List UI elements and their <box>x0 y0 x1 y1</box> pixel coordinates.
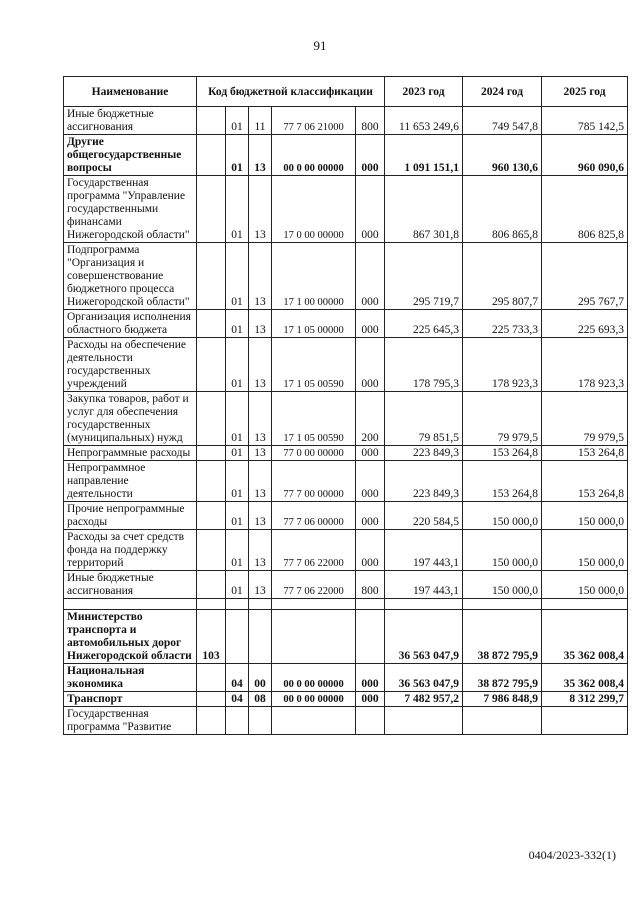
cell-2023 <box>385 599 463 610</box>
budget-table <box>63 76 628 735</box>
cell-2023: 7 482 957,2 <box>385 692 463 707</box>
cell-subsection: 13 <box>249 310 272 338</box>
cell-subsection: 13 <box>249 243 272 310</box>
table-row <box>64 338 628 392</box>
cell-2023: 225 645,3 <box>385 310 463 338</box>
cell-ministry-code <box>197 461 226 502</box>
cell-expense-type <box>356 599 385 610</box>
cell-expense-type: 000 <box>356 135 385 176</box>
cell-2024: 749 547,8 <box>463 107 542 135</box>
cell-target-article: 77 7 06 21000 <box>272 107 356 135</box>
cell-2025: 153 264,8 <box>542 446 628 461</box>
cell-2025: 150 000,0 <box>542 530 628 571</box>
cell-target-article: 77 0 00 00000 <box>272 446 356 461</box>
cell-2025: 8 312 299,7 <box>542 692 628 707</box>
cell-name <box>64 599 197 610</box>
table-row <box>64 707 628 735</box>
cell-subsection: 13 <box>249 135 272 176</box>
cell-2024: 806 865,8 <box>463 176 542 243</box>
header-name: Наименование <box>64 77 197 107</box>
table-row <box>64 446 628 461</box>
table-row <box>64 664 628 692</box>
cell-name: Закупка товаров, работ и услуг для обеспечения государственных (муниципальных) нужд <box>64 392 197 446</box>
cell-name: Непрограммное направление деятельности <box>64 461 197 502</box>
cell-target-article <box>272 610 356 664</box>
cell-2024 <box>463 707 542 735</box>
cell-2025: 785 142,5 <box>542 107 628 135</box>
cell-2024: 150 000,0 <box>463 502 542 530</box>
cell-ministry-code <box>197 692 226 707</box>
cell-2024: 38 872 795,9 <box>463 664 542 692</box>
table-row <box>64 310 628 338</box>
cell-subsection: 13 <box>249 502 272 530</box>
cell-target-article <box>272 707 356 735</box>
cell-ministry-code <box>197 243 226 310</box>
table-row <box>64 571 628 599</box>
table-body <box>64 107 628 735</box>
cell-2023: 220 584,5 <box>385 502 463 530</box>
cell-subsection: 08 <box>249 692 272 707</box>
cell-2023: 295 719,7 <box>385 243 463 310</box>
cell-section: 01 <box>226 310 249 338</box>
header-2023: 2023 год <box>385 77 463 107</box>
cell-expense-type: 000 <box>356 502 385 530</box>
cell-subsection: 13 <box>249 530 272 571</box>
table-row <box>64 461 628 502</box>
cell-section: 01 <box>226 571 249 599</box>
cell-subsection: 13 <box>249 392 272 446</box>
cell-name: Непрограммные расходы <box>64 446 197 461</box>
cell-expense-type: 000 <box>356 692 385 707</box>
table-row <box>64 692 628 707</box>
table-row <box>64 135 628 176</box>
cell-ministry-code <box>197 571 226 599</box>
cell-2025: 150 000,0 <box>542 571 628 599</box>
cell-ministry-code <box>197 107 226 135</box>
cell-2024: 7 986 848,9 <box>463 692 542 707</box>
cell-2025: 153 264,8 <box>542 461 628 502</box>
cell-2023: 197 443,1 <box>385 530 463 571</box>
cell-2023: 79 851,5 <box>385 392 463 446</box>
spacer-row <box>64 599 628 610</box>
cell-name: Организация исполнения областного бюджета <box>64 310 197 338</box>
cell-2025 <box>542 599 628 610</box>
cell-subsection: 13 <box>249 446 272 461</box>
cell-expense-type: 000 <box>356 446 385 461</box>
cell-subsection: 11 <box>249 107 272 135</box>
cell-target-article: 77 7 06 22000 <box>272 530 356 571</box>
cell-2025: 225 693,3 <box>542 310 628 338</box>
header-2025: 2025 год <box>542 77 628 107</box>
cell-name: Расходы на обеспечение деятельности государственных учреждений <box>64 338 197 392</box>
table-row <box>64 176 628 243</box>
cell-name: Другие общегосударственные вопросы <box>64 135 197 176</box>
header-2024: 2024 год <box>463 77 542 107</box>
cell-2024: 225 733,3 <box>463 310 542 338</box>
cell-target-article: 00 0 00 00000 <box>272 135 356 176</box>
cell-target-article: 77 7 06 00000 <box>272 502 356 530</box>
cell-section: 01 <box>226 502 249 530</box>
cell-ministry-code <box>197 530 226 571</box>
cell-name: Расходы за счет средств фонда на поддержку территорий <box>64 530 197 571</box>
cell-name: Государственная программа "Развитие <box>64 707 197 735</box>
cell-section: 04 <box>226 664 249 692</box>
cell-2023: 223 849,3 <box>385 461 463 502</box>
cell-2025: 35 362 008,4 <box>542 664 628 692</box>
cell-2023: 1 091 151,1 <box>385 135 463 176</box>
cell-ministry-code <box>197 707 226 735</box>
cell-ministry-code <box>197 176 226 243</box>
table-row <box>64 107 628 135</box>
cell-name: Иные бюджетные ассигнования <box>64 571 197 599</box>
cell-expense-type: 000 <box>356 530 385 571</box>
cell-section: 01 <box>226 243 249 310</box>
table-row <box>64 530 628 571</box>
cell-name: Прочие непрограммные расходы <box>64 502 197 530</box>
cell-2023: 197 443,1 <box>385 571 463 599</box>
cell-subsection <box>249 707 272 735</box>
cell-ministry-code <box>197 310 226 338</box>
cell-section: 01 <box>226 176 249 243</box>
cell-2025: 79 979,5 <box>542 392 628 446</box>
cell-target-article: 00 0 00 00000 <box>272 692 356 707</box>
cell-expense-type <box>356 707 385 735</box>
cell-target-article <box>272 599 356 610</box>
cell-section: 01 <box>226 530 249 571</box>
cell-target-article: 77 7 00 00000 <box>272 461 356 502</box>
cell-ministry-code: 103 <box>197 610 226 664</box>
cell-target-article: 77 7 06 22000 <box>272 571 356 599</box>
cell-ministry-code <box>197 502 226 530</box>
cell-ministry-code <box>197 446 226 461</box>
table-header-row <box>64 77 628 107</box>
cell-name: Подпрограмма "Организация и совершенствование бюджетного процесса Нижегородской области" <box>64 243 197 310</box>
cell-2025: 35 362 008,4 <box>542 610 628 664</box>
cell-2024: 38 872 795,9 <box>463 610 542 664</box>
cell-2024: 178 923,3 <box>463 338 542 392</box>
cell-section: 01 <box>226 446 249 461</box>
page-number: 91 <box>313 38 327 53</box>
cell-name: Иные бюджетные ассигнования <box>64 107 197 135</box>
cell-section: 01 <box>226 461 249 502</box>
cell-2023: 36 563 047,9 <box>385 610 463 664</box>
cell-2024: 79 979,5 <box>463 392 542 446</box>
cell-ministry-code <box>197 135 226 176</box>
cell-subsection: 13 <box>249 461 272 502</box>
cell-2025: 178 923,3 <box>542 338 628 392</box>
cell-2023: 178 795,3 <box>385 338 463 392</box>
cell-expense-type <box>356 610 385 664</box>
table-row <box>64 610 628 664</box>
table-row <box>64 392 628 446</box>
cell-expense-type: 000 <box>356 338 385 392</box>
cell-subsection <box>249 599 272 610</box>
cell-ministry-code <box>197 664 226 692</box>
cell-section <box>226 707 249 735</box>
cell-2024: 960 130,6 <box>463 135 542 176</box>
cell-expense-type: 000 <box>356 176 385 243</box>
cell-ministry-code <box>197 392 226 446</box>
cell-expense-type: 800 <box>356 571 385 599</box>
cell-2023: 867 301,8 <box>385 176 463 243</box>
header-code: Код бюджетной классификации <box>197 77 385 107</box>
cell-expense-type: 000 <box>356 243 385 310</box>
cell-expense-type: 000 <box>356 310 385 338</box>
cell-subsection: 13 <box>249 571 272 599</box>
cell-target-article: 17 1 00 00000 <box>272 243 356 310</box>
cell-2025 <box>542 707 628 735</box>
cell-target-article: 17 1 05 00590 <box>272 338 356 392</box>
cell-section <box>226 610 249 664</box>
cell-2025: 806 825,8 <box>542 176 628 243</box>
cell-target-article: 17 1 05 00590 <box>272 392 356 446</box>
cell-section: 01 <box>226 338 249 392</box>
cell-2024: 153 264,8 <box>463 446 542 461</box>
cell-2024: 150 000,0 <box>463 530 542 571</box>
cell-2024 <box>463 599 542 610</box>
cell-ministry-code <box>197 338 226 392</box>
cell-2025: 150 000,0 <box>542 502 628 530</box>
cell-2023: 223 849,3 <box>385 446 463 461</box>
cell-subsection: 13 <box>249 338 272 392</box>
cell-target-article: 17 1 05 00000 <box>272 310 356 338</box>
cell-expense-type: 000 <box>356 664 385 692</box>
cell-name: Национальная экономика <box>64 664 197 692</box>
cell-2024: 150 000,0 <box>463 571 542 599</box>
cell-section: 01 <box>226 107 249 135</box>
cell-subsection: 00 <box>249 664 272 692</box>
cell-name: Государственная программа "Управление государственными финансами Нижегородской области" <box>64 176 197 243</box>
cell-2025: 960 090,6 <box>542 135 628 176</box>
cell-2023: 11 653 249,6 <box>385 107 463 135</box>
cell-section: 01 <box>226 392 249 446</box>
cell-expense-type: 800 <box>356 107 385 135</box>
cell-2024: 295 807,7 <box>463 243 542 310</box>
cell-2023 <box>385 707 463 735</box>
cell-section <box>226 599 249 610</box>
document-code: 0404/2023-332(1) <box>528 848 616 862</box>
cell-2023: 36 563 047,9 <box>385 664 463 692</box>
cell-subsection <box>249 610 272 664</box>
cell-section: 04 <box>226 692 249 707</box>
cell-target-article: 17 0 00 00000 <box>272 176 356 243</box>
cell-name: Министерство транспорта и автомобильных дорог Нижегородской области <box>64 610 197 664</box>
cell-2024: 153 264,8 <box>463 461 542 502</box>
cell-subsection: 13 <box>249 176 272 243</box>
cell-target-article: 00 0 00 00000 <box>272 664 356 692</box>
cell-section: 01 <box>226 135 249 176</box>
table-row <box>64 243 628 310</box>
cell-ministry-code <box>197 599 226 610</box>
cell-expense-type: 000 <box>356 461 385 502</box>
cell-name: Транспорт <box>64 692 197 707</box>
cell-expense-type: 200 <box>356 392 385 446</box>
cell-2025: 295 767,7 <box>542 243 628 310</box>
table-row <box>64 502 628 530</box>
